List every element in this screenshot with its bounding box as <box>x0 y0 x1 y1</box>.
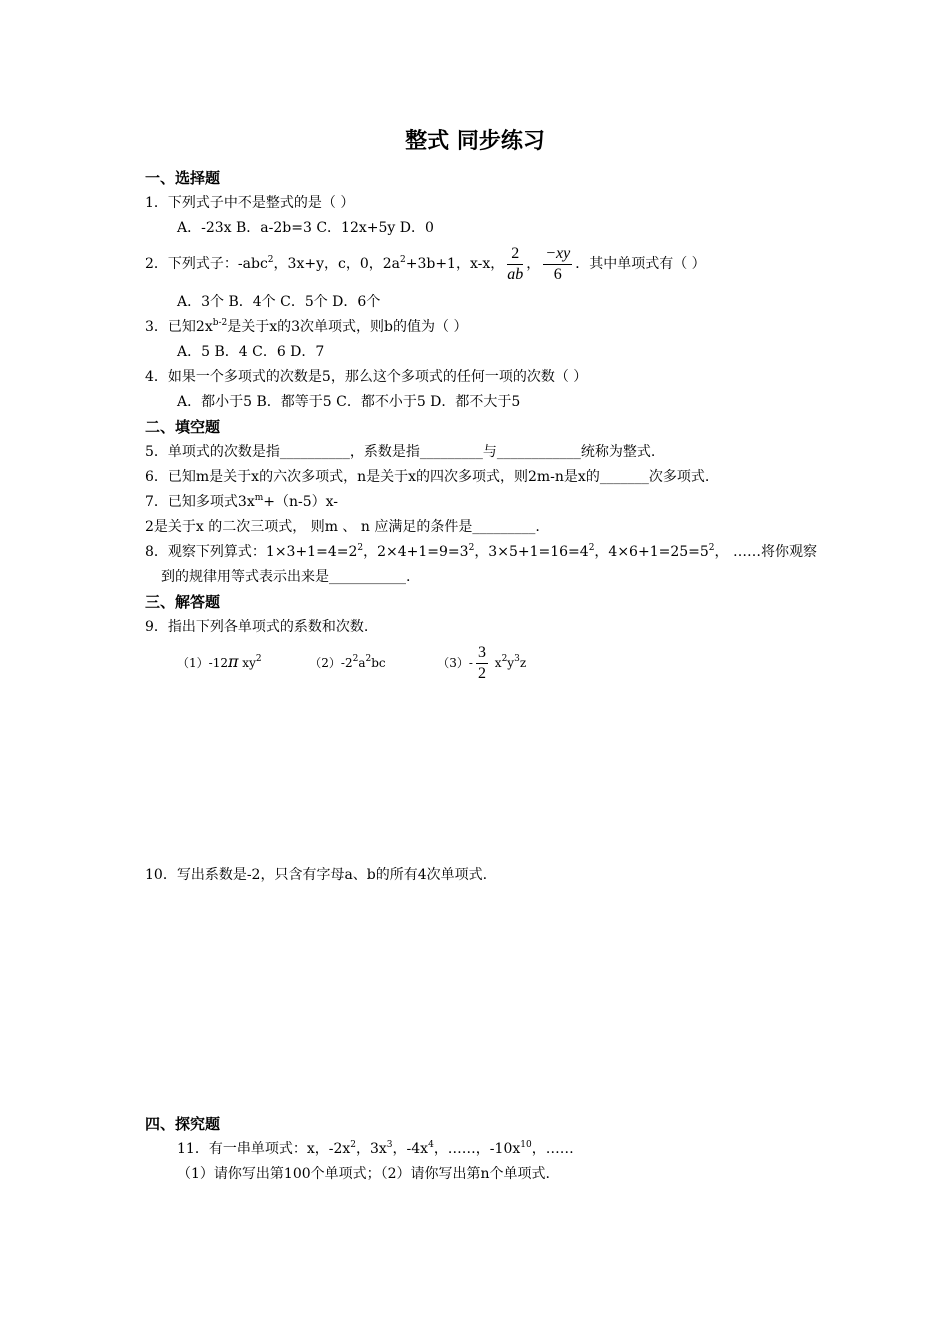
q11-text-b: ，3x <box>355 1141 387 1157</box>
question-7-line-2: 2是关于x 的二次三项式， 则m 、 n 应满足的条件是_________. <box>145 519 540 535</box>
fraction-numerator: 3 <box>476 645 488 664</box>
q11-text-d: ，……，-10x <box>433 1141 521 1157</box>
q3-sup: b-2 <box>212 318 228 328</box>
q8-text-a: 8．观察下列算式：1×3+1=4=2 <box>145 544 358 560</box>
q2-text-a: 2．下列式子：-abc <box>145 256 268 272</box>
question-10: 10．写出系数是-2，只含有字母a、b的所有4次单项式. <box>145 867 488 883</box>
q8-text-e: ， ……将你观察 <box>714 544 817 560</box>
q7-text-b: +（n-5）x- <box>263 494 339 510</box>
fraction-neg-xy-over-6 <box>543 246 572 283</box>
q9-item-3-d: z <box>519 656 527 670</box>
question-8-line-2: 到的规律用等式表示出来是___________. <box>161 569 411 585</box>
q7-sup: m <box>254 493 264 503</box>
q8-text-c: ，3×5+1=16=4 <box>474 544 589 560</box>
q9-item-2-a: （2）-2 <box>309 656 353 670</box>
q11-text-e: ，…… <box>531 1141 574 1157</box>
q9-item-2-c: bc <box>371 656 386 670</box>
question-4-stem: 4．如果一个多项式的次数是5，那么这个多项式的任何一项的次数（ ） <box>145 369 588 385</box>
q9-item-3-sup-b: 3 <box>514 654 520 664</box>
section-heading-solve: 三、解答题 <box>145 593 221 611</box>
q8-sup-b: 2 <box>468 543 475 553</box>
q7-text-a: 7．已知多项式3x <box>145 494 255 510</box>
question-11-stem <box>177 1139 574 1159</box>
q11-sup-d: 10 <box>520 1140 532 1150</box>
question-1-stem: 1．下列式子中不是整式的是（ ） <box>145 195 355 211</box>
q2-sup-a: 2 <box>267 255 274 265</box>
q9-item-2-sup-b: 2 <box>365 654 372 664</box>
q9-item-2 <box>309 656 385 670</box>
q9-item-3-a: （3）- <box>437 656 473 670</box>
question-5: 5．单项式的次数是指__________，系数是指_________与____________统称为整式. <box>145 444 656 460</box>
fraction-denominator: ab <box>507 265 524 283</box>
question-7-line-1 <box>145 492 338 512</box>
q2-text-c: +3b+1，x-x， <box>405 256 505 272</box>
q9-item-1 <box>177 652 262 671</box>
q8-text-d: ，4×6+1=25=5 <box>594 544 709 560</box>
q3-text-b: 是关于x的3次单项式，则b的值为（ ） <box>227 319 468 335</box>
q11-text-c: ，-4x <box>392 1141 429 1157</box>
question-8-line-1 <box>145 542 817 562</box>
pi-symbol: π <box>227 652 239 671</box>
question-9-stem: 9．指出下列各单项式的系数和次数. <box>145 619 369 635</box>
section-heading-choice: 一、选择题 <box>145 169 221 187</box>
question-2-stem <box>145 243 706 285</box>
fraction-denominator: 6 <box>553 265 562 283</box>
fraction-3-over-2 <box>476 645 488 682</box>
section-heading-explore: 四、探究题 <box>145 1115 221 1133</box>
q11-sup-a: 2 <box>350 1140 356 1150</box>
fraction-denominator: 2 <box>477 665 486 682</box>
q8-text-b: ，2×4+1=9=3 <box>363 544 469 560</box>
q2-text-d: ．其中单项式有（ ） <box>575 256 706 272</box>
question-4-options: A．都小于5 B．都等于5 C．都不小于5 D．都不大于5 <box>177 394 521 410</box>
question-9-items <box>177 640 526 685</box>
q9-item-3-b: x <box>490 656 502 670</box>
fraction-2-over-ab <box>507 246 523 283</box>
q2-text-b: ，3x+y，c，0，2a <box>273 256 400 272</box>
q9-item-3-c: y <box>507 656 515 670</box>
page-title: 整式 同步练习 <box>405 128 545 154</box>
fraction-numerator: −xy <box>543 246 572 265</box>
q3-text-a: 3．已知2x <box>145 319 213 335</box>
q8-sup-a: 2 <box>357 543 364 553</box>
question-6: 6．已知m是关于x的六次多项式，n是关于x的四次多项式，则2m-n是x的_______次多项式. <box>145 469 710 485</box>
section-heading-fill: 二、填空题 <box>145 418 221 436</box>
q9-item-1-b: xy <box>238 656 256 670</box>
q9-item-2-sup-a: 2 <box>352 654 359 664</box>
q9-item-3-sup-a: 2 <box>501 654 508 664</box>
q8-sup-c: 2 <box>588 543 595 553</box>
q8-sup-d: 2 <box>708 543 715 553</box>
q9-item-1-sup: 2 <box>255 654 262 664</box>
q11-sup-b: 3 <box>386 1140 393 1150</box>
question-11-subparts: （1）请你写出第100个单项式；（2）请你写出第n个单项式. <box>177 1166 551 1182</box>
q2-sup-b: 2 <box>399 255 406 265</box>
question-3-options: A．5 B．4 C．6 D．7 <box>177 344 325 360</box>
q2-comma: ， <box>526 256 541 272</box>
q11-sup-c: 4 <box>428 1140 434 1150</box>
question-3-stem <box>145 317 467 337</box>
q11-text-a: 11．有一串单项式：x，-2x <box>177 1141 351 1157</box>
question-2-options: A．3个 B．4个 C．5个 D．6个 <box>177 294 381 310</box>
q9-item-3 <box>437 644 527 682</box>
fraction-numerator: 2 <box>507 246 523 265</box>
q9-item-2-b: a <box>358 656 366 670</box>
question-1-options: A．-23x B．a-2b=3 C．12x+5y D．0 <box>177 220 434 236</box>
q9-item-1-a: （1）-12 <box>177 656 228 670</box>
